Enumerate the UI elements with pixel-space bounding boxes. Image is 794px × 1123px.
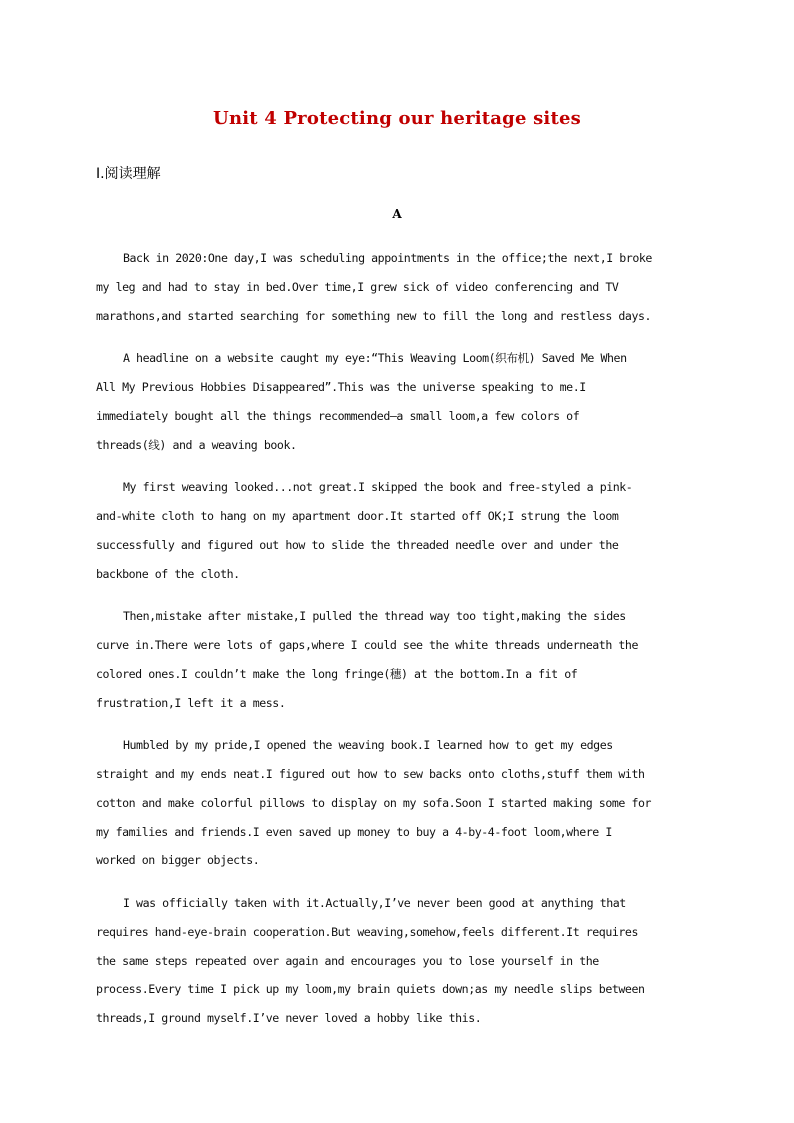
- article-body: [96, 244, 696, 1047]
- paragraph-line: I was officially taken with it.Actually,I’ve never been good at anything that: [123, 895, 626, 910]
- paragraph-line: Then,mistake after mistake,I pulled the thread way too tight,making the sides: [123, 609, 626, 624]
- paragraph: [96, 889, 696, 1033]
- section-heading: Ⅰ.阅读理解: [96, 166, 161, 182]
- paragraph-line: requires hand-eye-brain cooperation.But weaving,somehow,feels different.It requires: [96, 924, 638, 939]
- paragraph-line: backbone of the cloth.: [96, 566, 240, 581]
- unit-title: Unit 4 Protecting our heritage sites: [213, 108, 581, 129]
- paragraph-line: the same steps repeated over again and encourages you to lose yourself in the: [96, 953, 599, 968]
- paragraph-line: colored ones.I couldn’t make the long fringe(穗) at the bottom.In a fit of: [96, 666, 578, 681]
- paragraph-line: threads(线) and a weaving book.: [96, 437, 297, 452]
- paragraph-line: Humbled by my pride,I opened the weaving book.I learned how to get my edges: [123, 738, 613, 753]
- paragraph-line: All My Previous Hobbies Disappeared”.This was the universe speaking to me.I: [96, 379, 586, 394]
- paragraph-line: Back in 2020:One day,I was scheduling appointments in the office;the next,I broke: [123, 251, 652, 265]
- paragraph-line: threads,I ground myself.I’ve never loved a hobby like this.: [96, 1011, 482, 1026]
- paragraph: [96, 344, 696, 459]
- paragraph: [96, 602, 696, 717]
- paragraph-line: frustration,I left it a mess.: [96, 695, 286, 710]
- passage-label: A: [392, 207, 402, 221]
- paragraph-line: straight and my ends neat.I figured out how to sew backs onto cloths,stuff them with: [96, 766, 645, 781]
- paragraph-line: My first weaving looked...not great.I skipped the book and free-styled a pink-: [123, 480, 633, 495]
- paragraph-line: marathons,and started searching for something new to fill the long and restless days.: [96, 308, 652, 323]
- paragraph: [96, 473, 696, 588]
- paragraph-line: curve in.There were lots of gaps,where I could see the white threads underneath the: [96, 637, 638, 652]
- paragraph-line: immediately bought all the things recommended—a small loom,a few colors of: [96, 408, 580, 423]
- paragraph-line: my families and friends.I even saved up money to buy a 4-by-4-foot loom,where I: [96, 824, 612, 839]
- paragraph-line: A headline on a website caught my eye:“This Weaving Loom(织布机) Saved Me When: [123, 351, 627, 366]
- paragraph-line: worked on bigger objects.: [96, 853, 260, 868]
- paragraph-line: process.Every time I pick up my loom,my brain quiets down;as my needle slips between: [96, 982, 645, 997]
- paragraph-line: and-white cloth to hang on my apartment door.It started off OK;I strung the loom: [96, 508, 619, 523]
- paragraph: [96, 731, 696, 875]
- paragraph-line: cotton and make colorful pillows to display on my sofa.Soon I started making some for: [96, 795, 652, 810]
- paragraph: [96, 244, 696, 330]
- paragraph-line: my leg and had to stay in bed.Over time,I grew sick of video conferencing and TV: [96, 279, 619, 294]
- paragraph-line: successfully and figured out how to slide the threaded needle over and under the: [96, 537, 619, 552]
